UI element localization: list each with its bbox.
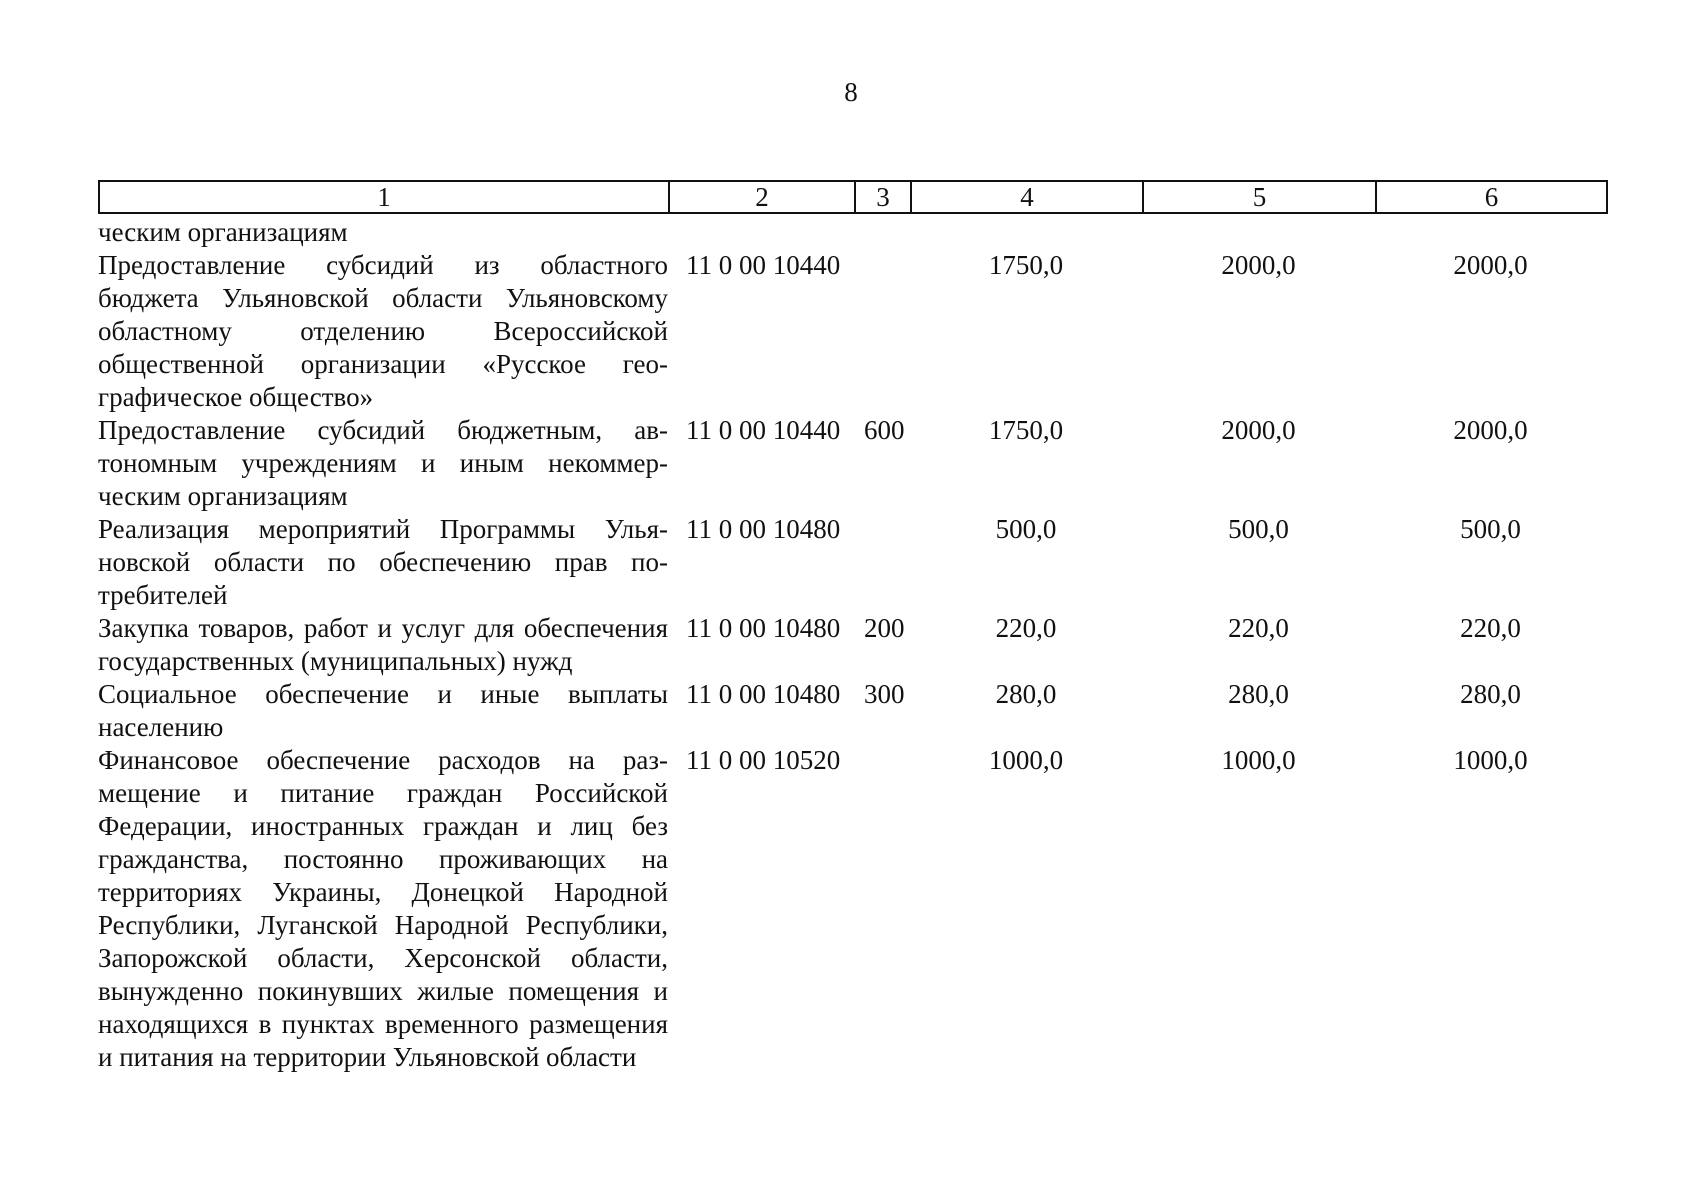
row-name: Предоставление субсидий бюджетным, автономным учреждениям и иным некоммерческим организациям	[98, 415, 668, 511]
table-row	[98, 414, 1606, 513]
row-name: Реализация мероприятий Программы Ульяновской области по обеспечению прав потребителей	[98, 514, 668, 610]
column-header-6: 6	[1376, 181, 1607, 213]
row-target-code: 11 0 00 10480	[686, 514, 841, 544]
row-value-col6: 220,0	[1460, 613, 1521, 643]
row-value-col6: 2000,0	[1453, 250, 1528, 280]
row-target-code: 11 0 00 10440	[686, 250, 841, 280]
row-name: Финансовое обеспечение расходов на размещение и питание граждан Российской Федерации, иностранных граждан и лиц без гражданства, постоянно проживающих на территориях Украины, Донецкой Народной Республики, Луганской Народной Республики, Запорожской области, Херсонской области, вынужденно покинувших жилые помещения и находящихся в пунктах временного размещения и питания на территории Ульяновской области	[98, 745, 668, 1072]
row-value-col6: 500,0	[1460, 514, 1521, 544]
row-value-col5: 2000,0	[1221, 250, 1296, 280]
table-row	[98, 513, 1606, 612]
table-row	[98, 216, 1606, 249]
table-row	[98, 678, 1606, 744]
row-expense-type: 300	[864, 679, 905, 709]
column-header-2: 2	[669, 181, 855, 213]
row-name: Закупка товаров, работ и услуг для обеспечения государственных (муниципальных) нужд	[98, 613, 668, 676]
row-name: Социальное обеспечение и иные выплаты населению	[98, 679, 668, 742]
column-header-4: 4	[911, 181, 1143, 213]
row-value-col6: 2000,0	[1453, 415, 1528, 445]
row-expense-type: 600	[864, 415, 905, 445]
row-value-col4: 1000,0	[988, 745, 1064, 775]
page-number: 8	[844, 77, 858, 107]
row-name: Предоставление субсидий из областного бюджета Ульяновской области Ульяновскому областному отделению Всероссийской общественной организации «Русское географическое общество»	[98, 250, 668, 412]
row-target-code: 11 0 00 10480	[686, 679, 841, 709]
column-header-1: 1	[99, 181, 669, 213]
row-value-col4: 1750,0	[988, 415, 1064, 445]
row-expense-type: 200	[864, 613, 905, 643]
row-name: ческим организациям	[98, 217, 348, 247]
table-row	[98, 612, 1606, 678]
column-header-table	[98, 180, 1608, 214]
row-value-col4: 220,0	[995, 613, 1057, 643]
row-target-code: 11 0 00 10520	[686, 745, 841, 775]
table-body	[98, 216, 1606, 1074]
column-header-row	[99, 181, 1607, 213]
row-value-col5: 280,0	[1228, 679, 1289, 709]
table-row	[98, 744, 1606, 1074]
column-header-3: 3	[855, 181, 911, 213]
row-value-col4: 500,0	[995, 514, 1057, 544]
row-value-col4: 1750,0	[988, 250, 1064, 280]
row-target-code: 11 0 00 10480	[686, 613, 841, 643]
row-value-col5: 1000,0	[1221, 745, 1296, 775]
row-value-col5: 500,0	[1228, 514, 1289, 544]
column-header-5: 5	[1143, 181, 1376, 213]
row-value-col6: 1000,0	[1453, 745, 1528, 775]
table-row	[98, 249, 1606, 414]
row-value-col5: 2000,0	[1221, 415, 1296, 445]
row-value-col5: 220,0	[1228, 613, 1289, 643]
row-value-col6: 280,0	[1460, 679, 1521, 709]
row-target-code: 11 0 00 10440	[686, 415, 841, 445]
row-value-col4: 280,0	[995, 679, 1057, 709]
